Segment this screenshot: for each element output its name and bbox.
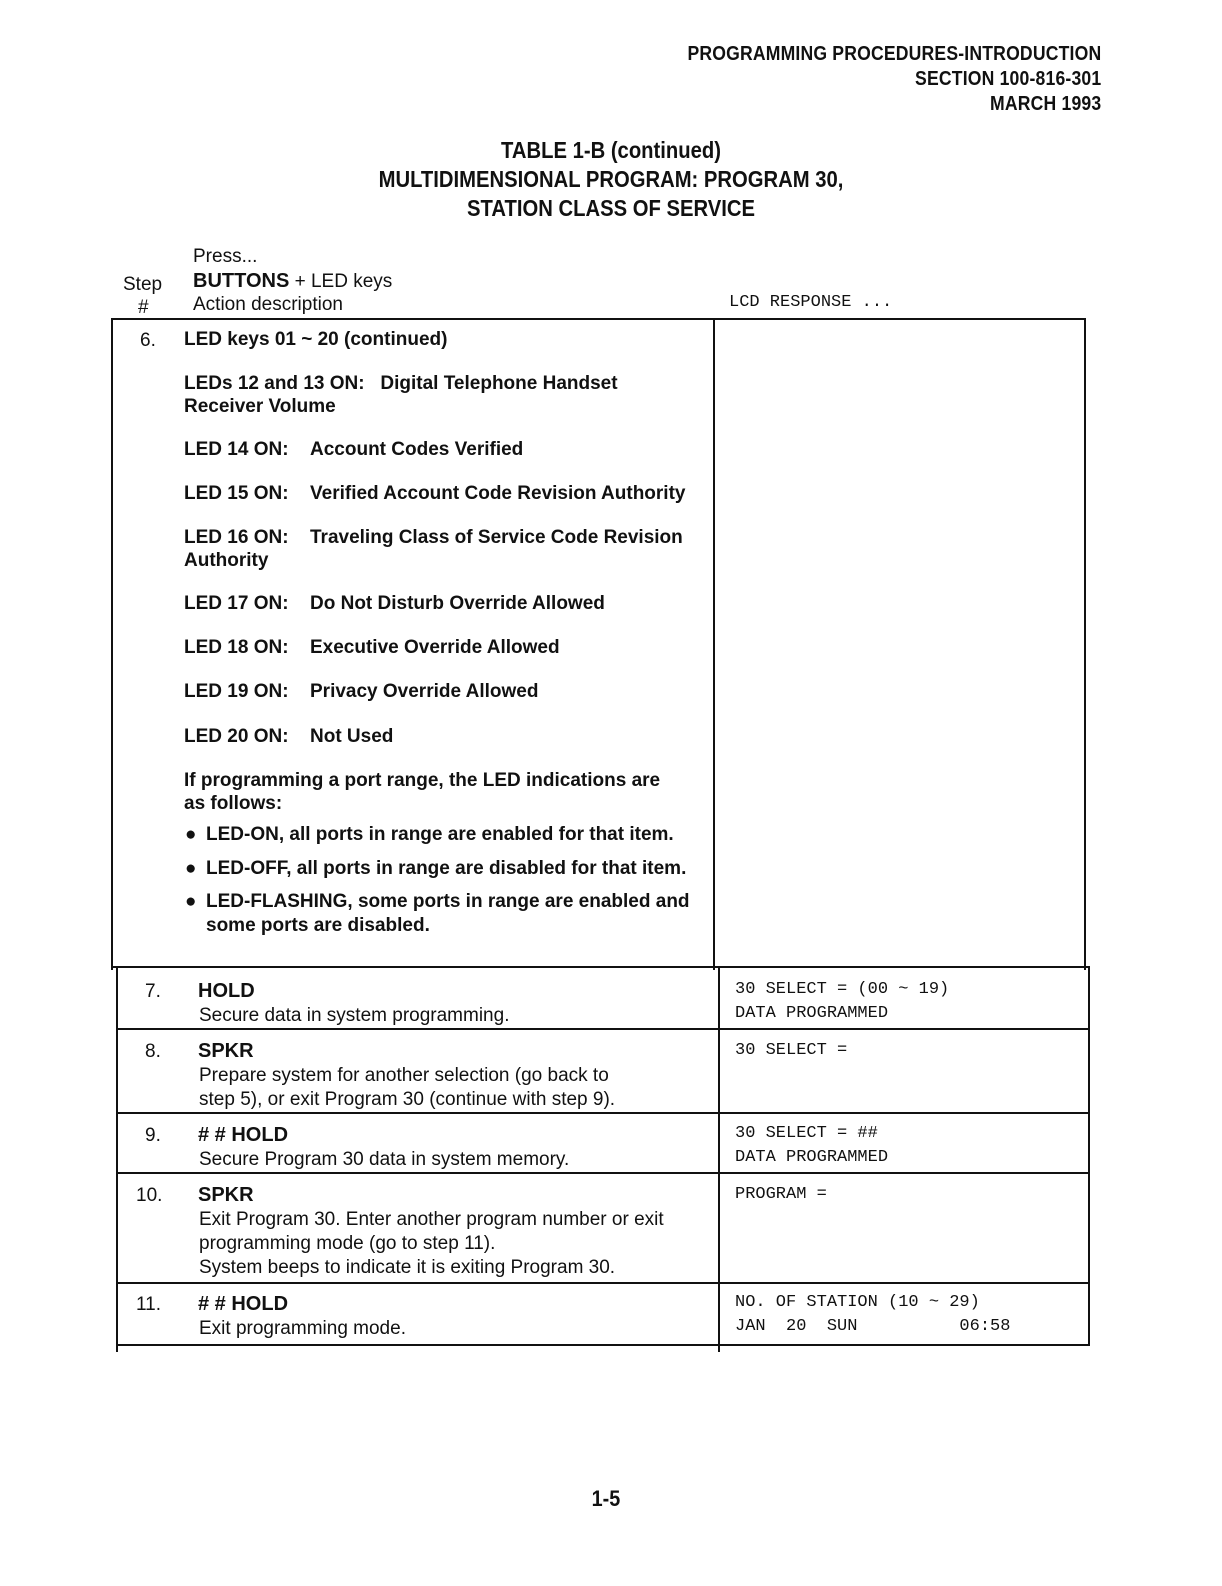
- led-15-label: LED 15 ON:: [184, 483, 289, 504]
- led-14-row: [184, 439, 523, 461]
- bullet-dot-icon: ●: [185, 891, 197, 912]
- bullet-led-on: [185, 824, 674, 846]
- led-keys-label: + LED keys: [289, 271, 393, 292]
- section-header: [687, 42, 1101, 117]
- led-18-label: LED 18 ON:: [184, 637, 289, 658]
- step-9-number: 9.: [145, 1125, 161, 1146]
- step-7-lcd-line-1: 30 SELECT = (00 ~ 19): [735, 980, 950, 999]
- step-10-lcd-line-1: PROGRAM =: [735, 1185, 827, 1204]
- buttons-label: BUTTONS: [193, 270, 290, 292]
- led-18-row: [184, 637, 560, 659]
- bullet-dot-icon: ●: [185, 858, 197, 879]
- action-label: Action description: [193, 294, 343, 315]
- lcd-response-label: LCD RESPONSE ...: [729, 293, 893, 312]
- row-divider-10-11: [116, 1282, 1090, 1284]
- led-17-label: LED 17 ON:: [184, 593, 289, 614]
- led-17-text: Do Not Disturb Override Allowed: [310, 593, 605, 614]
- led-16-continued: Authority: [184, 550, 269, 571]
- table-bottom-border: [116, 1344, 1090, 1346]
- step-6-heading: LED keys 01 ~ 20 (continued): [184, 329, 448, 350]
- led-19-text: Privacy Override Allowed: [310, 681, 539, 702]
- press-label: Press...: [193, 246, 258, 267]
- step-9-button: # # HOLD: [198, 1124, 289, 1146]
- step-10-button: SPKR: [198, 1184, 254, 1206]
- table-title: [0, 136, 1222, 223]
- header-line-2: SECTION 100-816-301: [914, 68, 1101, 90]
- header-line-1: PROGRAMMING PROCEDURES-INTRODUCTION: [687, 43, 1101, 65]
- led-19-row: [184, 681, 538, 703]
- step-9-lcd-line-1: 30 SELECT = ##: [735, 1124, 878, 1143]
- step-9-lcd-line-2: DATA PROGRAMMED: [735, 1148, 889, 1167]
- bullet-led-flashing-continued: some ports are disabled.: [206, 915, 430, 936]
- led-18-text: Executive Override Allowed: [310, 637, 560, 658]
- title-line-3: STATION CLASS OF SERVICE: [467, 195, 755, 221]
- led-16-text: Traveling Class of Service Code Revision: [310, 527, 683, 548]
- row-divider-8-9: [116, 1112, 1090, 1114]
- step-label: Step: [123, 274, 163, 295]
- bullet-dot-icon: ●: [185, 824, 197, 845]
- step-10-description-line-1: Exit Program 30. Enter another program number or exit: [199, 1209, 664, 1230]
- led-20-text: Not Used: [310, 726, 394, 747]
- page-number: 1-5: [591, 1486, 621, 1511]
- step-8-description-line-1: Prepare system for another selection (go back to: [199, 1065, 609, 1086]
- step-10-description-line-3: System beeps to indicate it is exiting Program 30.: [199, 1257, 616, 1278]
- bullet-led-off-text: LED-OFF, all ports in range are disabled for that item.: [206, 858, 687, 879]
- header-line-3: MARCH 1993: [989, 93, 1101, 115]
- led-14-text: Account Codes Verified: [310, 439, 524, 460]
- led-15-text: Verified Account Code Revision Authority: [310, 483, 686, 504]
- led-17-row: [184, 593, 605, 615]
- led-15-row: [184, 483, 685, 505]
- step-8-button: SPKR: [198, 1040, 254, 1062]
- led-20-row: [184, 726, 393, 748]
- step-7-description: Secure data in system programming.: [199, 1005, 510, 1026]
- port-range-line-2: as follows:: [184, 793, 283, 814]
- led-20-label: LED 20 ON:: [184, 726, 289, 747]
- step-11-lcd-line-1: NO. OF STATION (10 ~ 29): [735, 1293, 980, 1312]
- step-11-lcd-line-2: JAN 20 SUN 06:58: [735, 1317, 1011, 1336]
- step-11-description: Exit programming mode.: [199, 1318, 406, 1339]
- step-7-button: HOLD: [198, 980, 255, 1002]
- led-16-label: LED 16 ON:: [184, 527, 289, 548]
- lower-left-border: [116, 966, 118, 1352]
- step-7-lcd-line-2: DATA PROGRAMMED: [735, 1004, 889, 1023]
- title-line-1: TABLE 1-B (continued): [501, 137, 721, 163]
- step-11-button: # # HOLD: [198, 1293, 289, 1315]
- step-6-number: 6.: [140, 330, 156, 351]
- lower-column-divider: [718, 966, 720, 1352]
- step6-column-divider: [713, 320, 715, 970]
- step-7-number: 7.: [145, 981, 161, 1002]
- bullet-led-on-text: LED-ON, all ports in range are enabled for that item.: [206, 824, 674, 845]
- step6-bottom-border: [113, 966, 1090, 968]
- bullet-led-flashing-text: LED-FLASHING, some ports in range are enabled and: [206, 891, 690, 912]
- step-8-description-line-2: step 5), or exit Program 30 (continue with step 9).: [199, 1089, 616, 1110]
- hash-label: #: [138, 297, 149, 318]
- step-8-lcd-line-1: 30 SELECT =: [735, 1041, 848, 1060]
- step6-right-border: [1084, 318, 1086, 970]
- led-12-13-line-2: Receiver Volume: [184, 396, 336, 417]
- led-12-13-line-1: LEDs 12 and 13 ON: Digital Telephone Handset: [184, 373, 618, 394]
- step-10-number: 10.: [136, 1185, 163, 1206]
- title-line-2: MULTIDIMENSIONAL PROGRAM: PROGRAM 30,: [378, 166, 844, 192]
- table-top-border: [111, 318, 1086, 320]
- led-14-label: LED 14 ON:: [184, 439, 289, 460]
- step-8-number: 8.: [145, 1041, 161, 1062]
- bullet-led-off: [185, 858, 686, 880]
- led-16-row: [184, 527, 683, 549]
- row-divider-9-10: [116, 1172, 1090, 1174]
- step-10-description-line-2: programming mode (go to step 11).: [199, 1233, 496, 1254]
- step-9-description: Secure Program 30 data in system memory.: [199, 1149, 570, 1170]
- buttons-heading: [193, 270, 392, 293]
- step6-left-border: [111, 318, 113, 970]
- lower-right-border: [1088, 966, 1090, 1346]
- step-11-number: 11.: [136, 1294, 162, 1315]
- port-range-line-1: If programming a port range, the LED indications are: [184, 770, 661, 791]
- bullet-led-flashing: [185, 891, 690, 913]
- row-divider-7-8: [116, 1028, 1090, 1030]
- led-19-label: LED 19 ON:: [184, 681, 289, 702]
